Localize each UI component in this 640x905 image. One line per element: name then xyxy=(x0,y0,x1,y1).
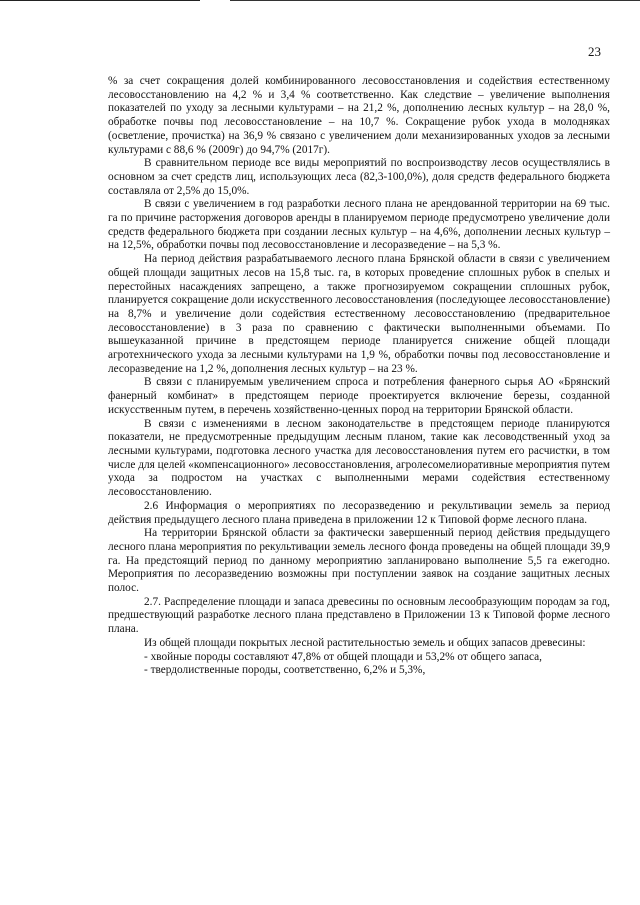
paragraph-1: % за счет сокращения долей комбинированного лесовосстановления и содействия естественному лесовосстановлению на 4,2 % и 3,4 % соответственно. Как следствие – увеличение выполнения показателей по уходу за лесными культурами – на 21,2 %, дополнению лесных культур – на 28,0 %, обработке почвы под лесовосстановление – на 10,7 %. Сокращение рубок ухода в молодняках (осветление, прочистка) на 36,9 % связано с увеличением доли механизированных уходов за лесными культурами с 88,6 % (2009г) до 94,7% (2017г). xyxy=(108,75,610,156)
scan-top-line-right xyxy=(230,0,640,1)
paragraph-7: 2.6 Информация о мероприятиях по лесоразведению и рекультивации земель за период действия предыдущего лесного плана приведена в приложении 12 к Типовой форме лесного плана. xyxy=(108,499,610,526)
scan-top-line-left xyxy=(0,0,200,1)
paragraph-4: На период действия разрабатываемого лесного плана Брянской области в связи с увеличением общей площади защитных лесов на 15,8 тыс. га, в которых проведение сплошных рубок в спелых и перестойных насаждениях запрещено, а также прогнозируемом сокращении сплошных рубок, планируется сокращение доли искусственного лесовосстановления (последующее лесовосстановление) на 8,7% и увеличение доли содействия естественному лесовосстановлению (предварительное лесовосстановление) в 3 раза по сравнению с фактически выполненными объемами. По вышеуказанной причине в предстоящем периоде планируется снижение общей площади агротехнического ухода за лесными культурами на 1,9 %, обработки почвы под лесовосстановление и лесоразведение на 1,2 %, дополнения лесных культур – на 23 %. xyxy=(108,253,610,375)
document-body xyxy=(108,75,610,678)
paragraph-6: В связи с изменениями в лесном законодательстве в предстоящем периоде планируются показатели, не предусмотренные предыдущим лесным планом, такие как лесоводственный уход за лесными культурами, подготовка лесного участка для лесовосстановления путем его расчистки, в том числе для целей «компенсационного» лесовосстановления, агролесомелиоративные мероприятия путем ухода за подростом на участках с выполненными мерами содействия естественному лесовосстановлению. xyxy=(108,417,610,499)
paragraph-2: В сравнительном периоде все виды мероприятий по воспроизводству лесов осуществлялись в основном за счет средств лиц, использующих леса (82,3-100,0%), доля средств федерального бюджета составляла от 2,5% до 15,0%. xyxy=(108,157,610,197)
paragraph-9: 2.7. Распределение площади и запаса древесины по основным лесообразующим породам за год, предшествующий разработке лесного плана представлено в Приложении 13 к Типовой форме лесного плана. xyxy=(108,595,610,636)
list-item: - хвойные породы составляют 47,8% от общей площади и 53,2% от общего запаса, xyxy=(144,650,542,663)
page-number: 23 xyxy=(588,44,601,59)
paragraph-3: В связи с увеличением в год разработки лесного плана не арендованной территории на 69 тыс. га по причине расторжения договоров аренды в планируемом периоде предусмотрено увеличение доли средств федерального бюджета при создании лесных культур – на 4,6%, дополнении лесных культур – на 12,5%, обработки почвы под лесовосстановление и лесоразведение – на 5,3 %. xyxy=(108,198,610,252)
list-item: - твердолиственные породы, соответственно, 6,2% и 5,3%, xyxy=(144,664,426,677)
paragraph-5: В связи с планируемым увеличением спроса и потребления фанерного сырья АО «Брянский фанерный комбинат» в предстоящем периоде проектируется включение березы, созданной искусственным путем, в перечень хозяйственно-ценных пород на территории Брянской области. xyxy=(108,376,610,416)
paragraph-10: Из общей площади покрытых лесной растительностью земель и общих запасов древесины: xyxy=(144,636,586,649)
paragraph-8: На территории Брянской области за фактически завершенный период действия предыдущего лесного плана мероприятия по рекультивации земель лесного фонда проведены на общей площади 39,9 га. На предстоящий период по данному мероприятию запланировано выполнение 5,5 га ежегодно. Мероприятия по лесоразведению возможны при поступлении заявок на создание защитных лесных полос. xyxy=(108,527,610,595)
